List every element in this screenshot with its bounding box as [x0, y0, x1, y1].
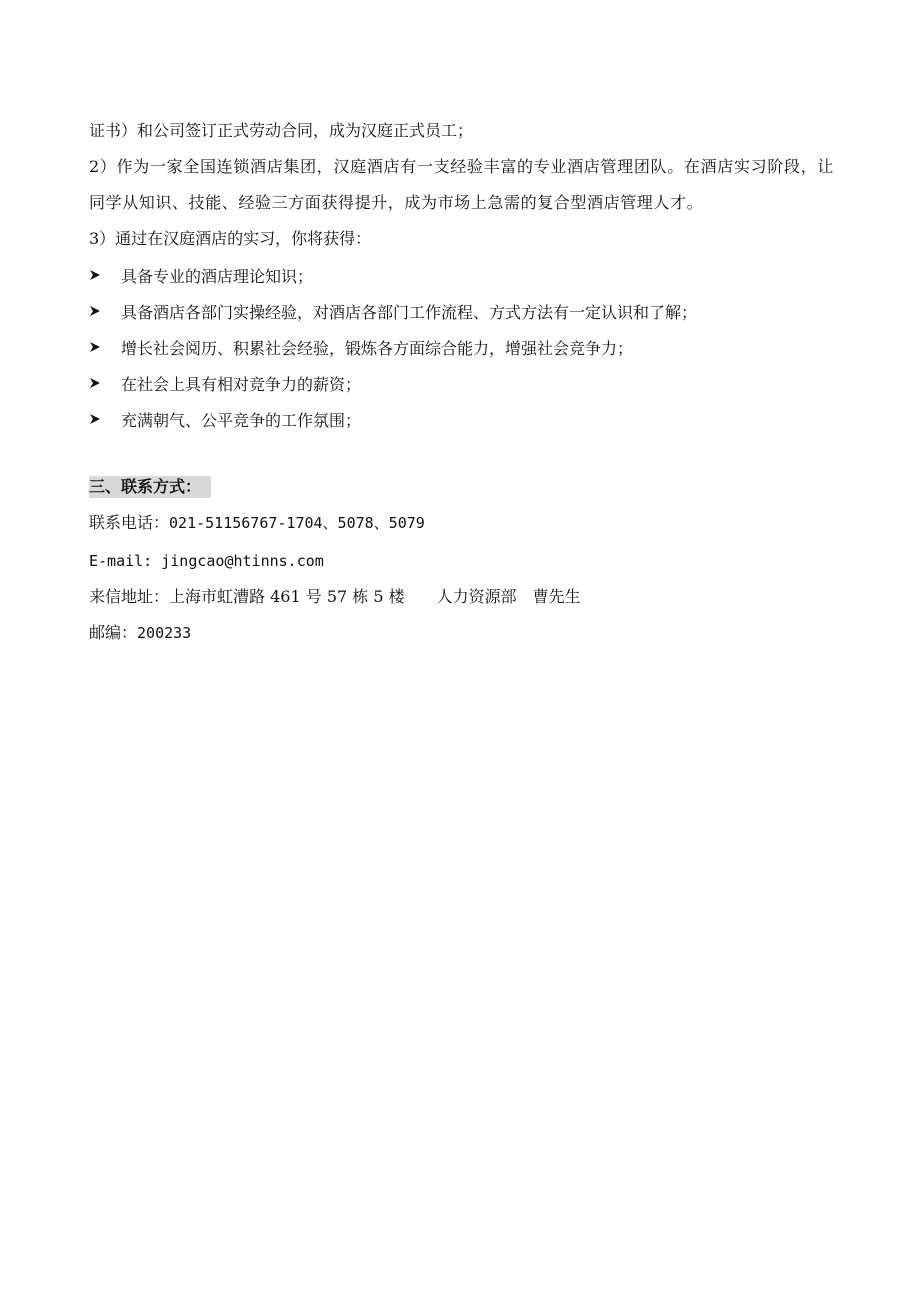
benefit-text: 增长社会阅历、积累社会经验，锻炼各方面综合能力，增强社会竞争力； — [121, 338, 634, 358]
address-label: 来信地址： — [89, 587, 170, 606]
contact-heading-row — [89, 469, 834, 505]
list-item — [89, 329, 834, 365]
postcode-value: 200233 — [137, 624, 192, 642]
arrow-bullet-icon — [89, 305, 121, 317]
postcode-label: 邮编： — [89, 623, 138, 642]
benefit-text: 在社会上具有相对竞争力的薪资； — [121, 374, 362, 394]
point-3-line: 3）通过在汉庭酒店的实习，你将获得： — [89, 229, 372, 248]
phone-label: 联系电话： — [89, 513, 170, 532]
document-page — [89, 113, 834, 651]
address-line — [89, 579, 834, 615]
address-value: 上海市虹漕路 461 号 57 栋 5 楼 人力资源部 曹先生 — [169, 587, 581, 606]
arrow-bullet-icon — [89, 269, 121, 281]
email-line — [89, 543, 834, 579]
email-value[interactable]: jingcao@htinns.com — [161, 552, 324, 570]
list-item — [89, 257, 834, 293]
email-label: E-mail: — [89, 552, 162, 570]
postcode-line — [89, 615, 834, 651]
section-gap — [89, 437, 834, 469]
benefits-list — [89, 257, 834, 437]
arrow-bullet-icon — [89, 377, 121, 389]
benefit-text: 具备专业的酒店理论知识； — [121, 266, 314, 286]
list-item — [89, 401, 834, 437]
phone-line — [89, 505, 834, 541]
benefit-text: 充满朝气、公平竞争的工作氛围； — [121, 410, 362, 430]
arrow-bullet-icon — [89, 341, 121, 353]
benefit-text: 具备酒店各部门实操经验，对酒店各部门工作流程、方式方法有一定认识和了解； — [121, 302, 698, 322]
point-2-paragraph: 2）作为一家全国连锁酒店集团，汉庭酒店有一支经验丰富的专业酒店管理团队。在酒店实习阶段，让同学从知识、技能、经验三方面获得提升，成为市场上急需的复合型酒店管理人才。 — [89, 157, 834, 212]
contact-heading: 三、联系方式： — [89, 476, 211, 498]
list-item — [89, 293, 834, 329]
list-item — [89, 365, 834, 401]
arrow-bullet-icon — [89, 413, 121, 425]
intro-continuation: 证书）和公司签订正式劳动合同，成为汉庭正式员工； — [89, 121, 474, 140]
phone-value: 021-51156767-1704、5078、5079 — [169, 514, 425, 532]
